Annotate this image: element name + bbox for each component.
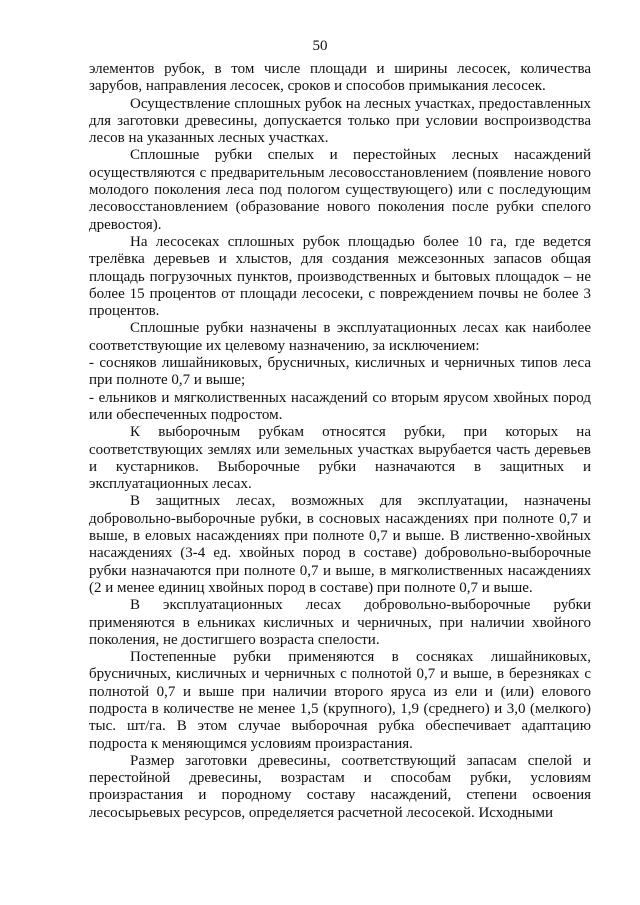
paragraph: В эксплуатационных лесах добровольно-выборочные рубки применяются в ельниках кисличных и черничных, при наличии хвойного поколения, не достигшего возраста спелости. <box>89 597 591 648</box>
paragraph: В защитных лесах, возможных для эксплуатации, назначены добровольно-выборочные рубки, в сосновых насаждениях при полноте 0,7 и выше, в еловых насаждениях при полноте 0,7 и выше. В лиственно-хвойных насаждениях (3-4 ед. хвойных пород в составе) добровольно-выборочные рубки назначаются при полноте 0,7 и выше, в мягколиственных насаждениях (2 и менее единиц хвойных пород в составе) при полноте 0,7 и выше. <box>89 493 591 596</box>
paragraph: Осуществление сплошных рубок на лесных участках, предоставленных для заготовки древесины, допускается только при условии воспроизводства лесов на указанных лесных участках. <box>89 95 591 147</box>
paragraph: К выборочным рубкам относятся рубки, при которых на соответствующих землях или земельных участках вырубается часть деревьев и кустарников. Выборочные рубки назначаются в защитных и эксплуатационных лесах. <box>89 424 591 493</box>
paragraph: элементов рубок, в том числе площади и ширины лесосек, количества зарубов, направления лесосек, сроков и способов примыкания лесосек. <box>89 61 591 95</box>
list-item: - сосняков лишайниковых, брусничных, кисличных и черничных типов леса при полноте 0,7 и выше; <box>89 355 591 389</box>
document-body <box>89 61 591 822</box>
paragraph: Размер заготовки древесины, соответствующий запасам спелой и перестойной древесины, возрастам и способам рубки, условиям произрастания и породному составу насаждений, степени освоения лесосырьевых ресурсов, определяется расчетной лесосекой. Исходными <box>89 752 591 821</box>
paragraph: Постепенные рубки применяются в сосняках лишайниковых, брусничных, кисличных и черничных с полнотой 0,7 и выше, в березняках с полнотой 0,7 и выше при наличии второго яруса из ели и (или) елового подроста в количестве не менее 1,5 (крупного), 1,9 (среднего) и 3,0 (мелкого) тыс. шт/га. В этом случае выборочная рубка обеспечивает адаптацию подроста к меняющимся условиям произрастания. <box>89 649 591 752</box>
paragraph: Сплошные рубки спелых и перестойных лесных насаждений осуществляются с предварительным лесовосстановлением (появление нового молодого поколения леса под пологом существующего) или с последующим лесовосстановлением (образование нового поколения после рубки спелого древостоя). <box>89 147 591 233</box>
page-number: 50 <box>312 38 328 54</box>
paragraph: Сплошные рубки назначены в эксплуатационных лесах как наиболее соответствующие их целевому назначению, за исключением: <box>89 320 591 354</box>
list-item: - ельников и мягколиственных насаждений со вторым ярусом хвойных пород или обеспеченных подростом. <box>89 389 591 423</box>
paragraph: На лесосеках сплошных рубок площадью более 10 га, где ведется трелёвка деревьев и хлыстов, для создания межсезонных запасов общая площадь погрузочных пунктов, производственных и бытовых площадок – не более 15 процентов от площади лесосеки, с повреждением почвы не более 3 процентов. <box>89 233 591 320</box>
